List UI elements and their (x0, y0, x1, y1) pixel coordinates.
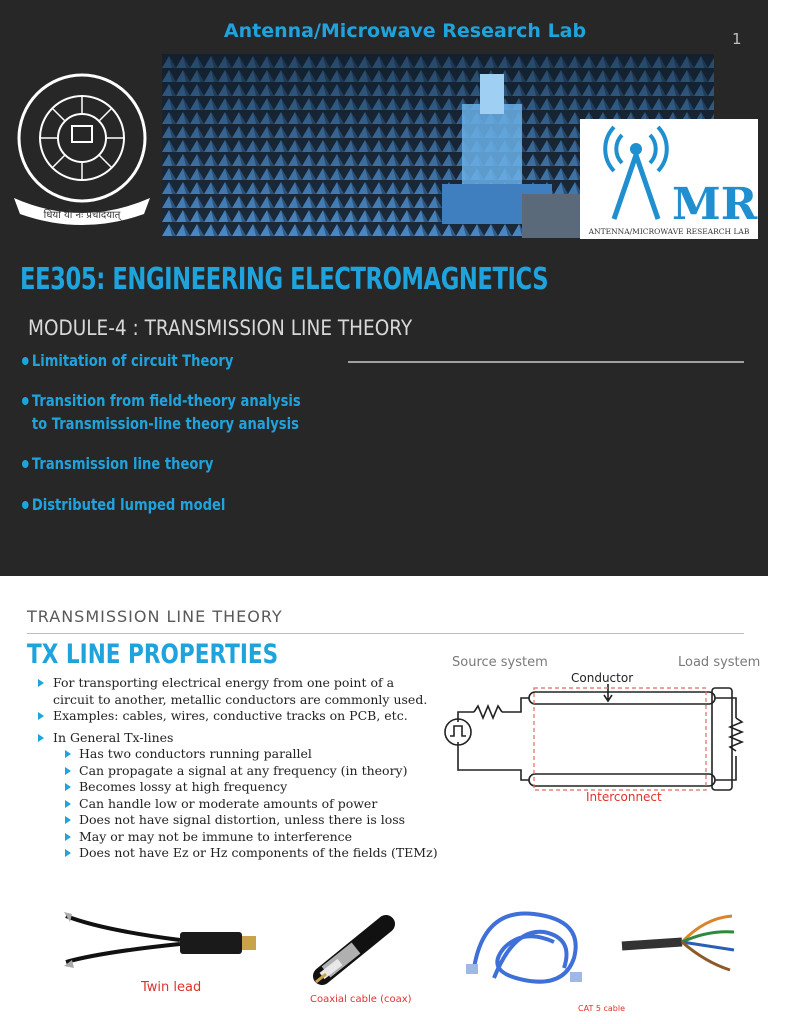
amr-logo (580, 119, 758, 239)
sub-property-item: Can propagate a signal at any frequency (in theory) (38, 763, 438, 780)
topic-item-continued: to Transmission-line theory analysis (31, 414, 299, 433)
load-system-label: Load system (678, 655, 761, 670)
cat5-cable-photo (464, 898, 594, 994)
coax-caption: Coaxial cable (coax) (310, 994, 412, 1005)
sub-property-item: Does not have Ez or Hz components of the fields (TEMz) (38, 845, 438, 862)
property-item: In General Tx-lines (38, 730, 438, 747)
sub-property-item: Becomes lossy at high frequency (38, 779, 438, 796)
property-item: Examples: cables, wires, conductive tracks on PCB, etc. (38, 708, 438, 725)
slide-heading: TX LINE PROPERTIES (27, 639, 279, 670)
source-system-label: Source system (452, 655, 548, 670)
lab-title: Antenna/Microwave Research Lab (223, 20, 587, 42)
property-item: For transporting electrical energy from one point of a circuit to another, metallic conductors are commonly used. (38, 675, 438, 708)
cat5-caption: CAT 5 cable (578, 1004, 626, 1013)
interconnect-label: Interconnect (586, 790, 662, 804)
sub-property-item: Has two conductors running parallel (38, 746, 438, 763)
twin-lead-caption: Twin lead (141, 980, 202, 995)
coax-photo (312, 916, 398, 984)
section-divider (27, 633, 744, 634)
twisted-pair-photo (620, 912, 740, 976)
course-title: EE305: ENGINEERING ELECTROMAGNETICS (20, 262, 549, 297)
transmission-line-diagram (436, 671, 756, 804)
slide-number: 1 (732, 30, 742, 48)
topic-item: Limitation of circuit Theory (22, 349, 301, 372)
module-title: MODULE-4 : TRANSMISSION LINE THEORY (28, 316, 413, 340)
topic-item: Distributed lumped model (22, 493, 301, 516)
properties-list (38, 675, 438, 862)
topics-list (22, 349, 362, 516)
twin-lead-photo (62, 910, 258, 976)
amr-logo-letters: MR (672, 179, 758, 230)
conductor-label: Conductor (571, 671, 634, 685)
topic-item: Transmission line theory (22, 452, 301, 475)
institute-logo (10, 68, 160, 226)
properties-slide (0, 576, 768, 1024)
divider (348, 361, 744, 363)
logo-motto: धियो यो नः प्रचोदयात् (43, 210, 121, 221)
topic-item: Transition from field-theory analysis (22, 389, 301, 412)
amr-logo-caption: ANTENNA/MICROWAVE RESEARCH LAB (588, 227, 750, 236)
sub-property-item: May or may not be immune to interference (38, 829, 438, 846)
sub-property-item: Does not have signal distortion, unless there is loss (38, 812, 438, 829)
section-title: TRANSMISSION LINE THEORY (27, 607, 283, 626)
sub-property-item: Can handle low or moderate amounts of power (38, 796, 438, 813)
